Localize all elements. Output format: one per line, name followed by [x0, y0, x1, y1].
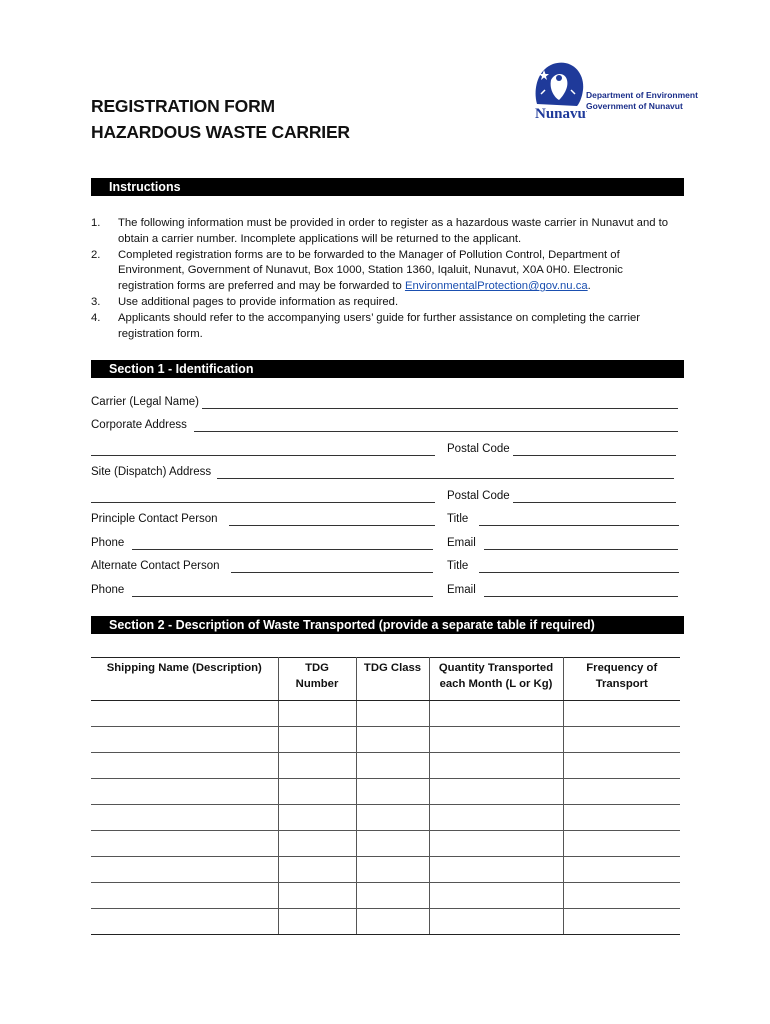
table-cell[interactable]	[429, 857, 563, 883]
table-cell[interactable]	[91, 857, 278, 883]
col-quantity: Quantity Transported each Month (L or Kg)	[429, 658, 563, 701]
site-postal-code-label: Postal Code	[447, 490, 510, 502]
site-address-label: Site (Dispatch) Address	[91, 466, 212, 478]
table-cell[interactable]	[356, 857, 429, 883]
table-cell[interactable]	[356, 701, 429, 727]
table-row	[91, 883, 680, 909]
department-name: Department of Environment	[586, 90, 698, 100]
alternate-title-label: Title	[447, 560, 469, 572]
table-row	[91, 753, 680, 779]
table-cell[interactable]	[429, 909, 563, 935]
table-cell[interactable]	[278, 753, 356, 779]
logo-wordmark: Nunavut	[535, 106, 587, 122]
nunavut-emblem-icon	[531, 60, 587, 122]
table-cell[interactable]	[563, 727, 680, 753]
table-cell[interactable]	[278, 857, 356, 883]
instructions-list: 1. The following information must be provided in order to register as a hazardous waste carrier in Nunavut and to obtain a carrier number. Incomplete applications will be returned to the applicant. 2. Completed registration forms are to be forwarded to the Manager of Pollution Control, Department of Environment, Government of Nunavut, Box 1000, Station 1360, Iqaluit, Nunavut, X0A 0H0. Electronic registration forms are preferred and may be forwarded to EnvironmentalProtection@gov.nu.ca. 3. Use additional pages to provide information as required. 4. Applicants should refer to the accompanying users’ guide for further assistance on completing the carrier registration form.	[91, 217, 669, 340]
section2-heading: Section 2 - Description of Waste Transported (provide a separate table if required)	[91, 616, 684, 634]
corporate-postal-code-label: Postal Code	[447, 443, 510, 455]
table-cell[interactable]	[429, 831, 563, 857]
instructions-heading: Instructions	[91, 178, 684, 196]
waste-table-body	[91, 701, 680, 935]
table-cell[interactable]	[278, 779, 356, 805]
table-cell[interactable]	[278, 831, 356, 857]
carrier-name-label: Carrier (Legal Name)	[91, 396, 200, 408]
table-row	[91, 727, 680, 753]
table-cell[interactable]	[429, 753, 563, 779]
table-row	[91, 857, 680, 883]
table-cell[interactable]	[91, 753, 278, 779]
alternate-contact-field[interactable]	[231, 572, 433, 573]
email-link[interactable]: EnvironmentalProtection@gov.nu.ca	[404, 280, 588, 293]
email-label: Email	[447, 537, 476, 549]
email-field[interactable]	[484, 549, 678, 550]
alternate-title-field[interactable]	[479, 572, 679, 573]
government-name: Government of Nunavut	[586, 101, 683, 111]
corporate-address-line2-field[interactable]	[91, 455, 435, 456]
phone-label: Phone	[91, 537, 125, 549]
table-cell[interactable]	[91, 727, 278, 753]
alternate-email-label: Email	[447, 584, 476, 596]
waste-table	[91, 657, 680, 935]
table-cell[interactable]	[563, 701, 680, 727]
section1-heading: Section 1 - Identification	[91, 360, 684, 378]
corporate-address-field[interactable]	[194, 431, 678, 432]
table-cell[interactable]	[563, 909, 680, 935]
table-row	[91, 701, 680, 727]
table-cell[interactable]	[356, 727, 429, 753]
table-cell[interactable]	[278, 883, 356, 909]
table-cell[interactable]	[91, 701, 278, 727]
waste-table-header	[91, 658, 680, 701]
corporate-postal-code-field[interactable]	[513, 455, 676, 456]
table-cell[interactable]	[563, 779, 680, 805]
table-cell[interactable]	[356, 753, 429, 779]
table-cell[interactable]	[563, 883, 680, 909]
table-cell[interactable]	[563, 805, 680, 831]
table-cell[interactable]	[91, 805, 278, 831]
table-cell[interactable]	[563, 753, 680, 779]
table-cell[interactable]	[278, 805, 356, 831]
table-cell[interactable]	[278, 909, 356, 935]
table-cell[interactable]	[429, 727, 563, 753]
table-cell[interactable]	[429, 805, 563, 831]
table-row	[91, 805, 680, 831]
table-cell[interactable]	[429, 883, 563, 909]
table-cell[interactable]	[356, 909, 429, 935]
corporate-address-label: Corporate Address	[91, 419, 187, 431]
table-cell[interactable]	[91, 883, 278, 909]
col-frequency: Frequency of Transport	[563, 658, 680, 701]
table-row	[91, 831, 680, 857]
table-cell[interactable]	[429, 779, 563, 805]
table-row	[91, 909, 680, 935]
table-cell[interactable]	[91, 831, 278, 857]
table-cell[interactable]	[356, 805, 429, 831]
site-address-line2-field[interactable]	[91, 502, 435, 503]
phone-field[interactable]	[132, 549, 433, 550]
form-title-line1: REGISTRATION FORM	[91, 96, 275, 116]
site-address-field[interactable]	[217, 478, 674, 479]
table-cell[interactable]	[278, 701, 356, 727]
col-shipping-name: Shipping Name (Description)	[91, 658, 278, 701]
table-cell[interactable]	[356, 779, 429, 805]
col-tdg-class: TDG Class	[356, 658, 429, 701]
alternate-email-field[interactable]	[484, 596, 678, 597]
table-cell[interactable]	[356, 883, 429, 909]
table-cell[interactable]	[563, 831, 680, 857]
alternate-contact-label: Alternate Contact Person	[91, 560, 220, 572]
principle-title-label: Title	[447, 513, 469, 525]
table-cell[interactable]	[278, 727, 356, 753]
principle-title-field[interactable]	[479, 525, 679, 526]
table-cell[interactable]	[356, 831, 429, 857]
table-cell[interactable]	[429, 701, 563, 727]
site-postal-code-field[interactable]	[513, 502, 676, 503]
principle-contact-field[interactable]	[229, 525, 435, 526]
table-cell[interactable]	[91, 779, 278, 805]
alternate-phone-label: Phone	[91, 584, 125, 596]
table-cell[interactable]	[91, 909, 278, 935]
alternate-phone-field[interactable]	[132, 596, 433, 597]
table-row	[91, 779, 680, 805]
carrier-name-field[interactable]	[202, 408, 678, 409]
col-tdg-number: TDG Number	[278, 658, 356, 701]
principle-contact-label: Principle Contact Person	[91, 513, 218, 525]
form-title-line2: HAZARDOUS WASTE CARRIER	[91, 122, 350, 142]
table-cell[interactable]	[563, 857, 680, 883]
